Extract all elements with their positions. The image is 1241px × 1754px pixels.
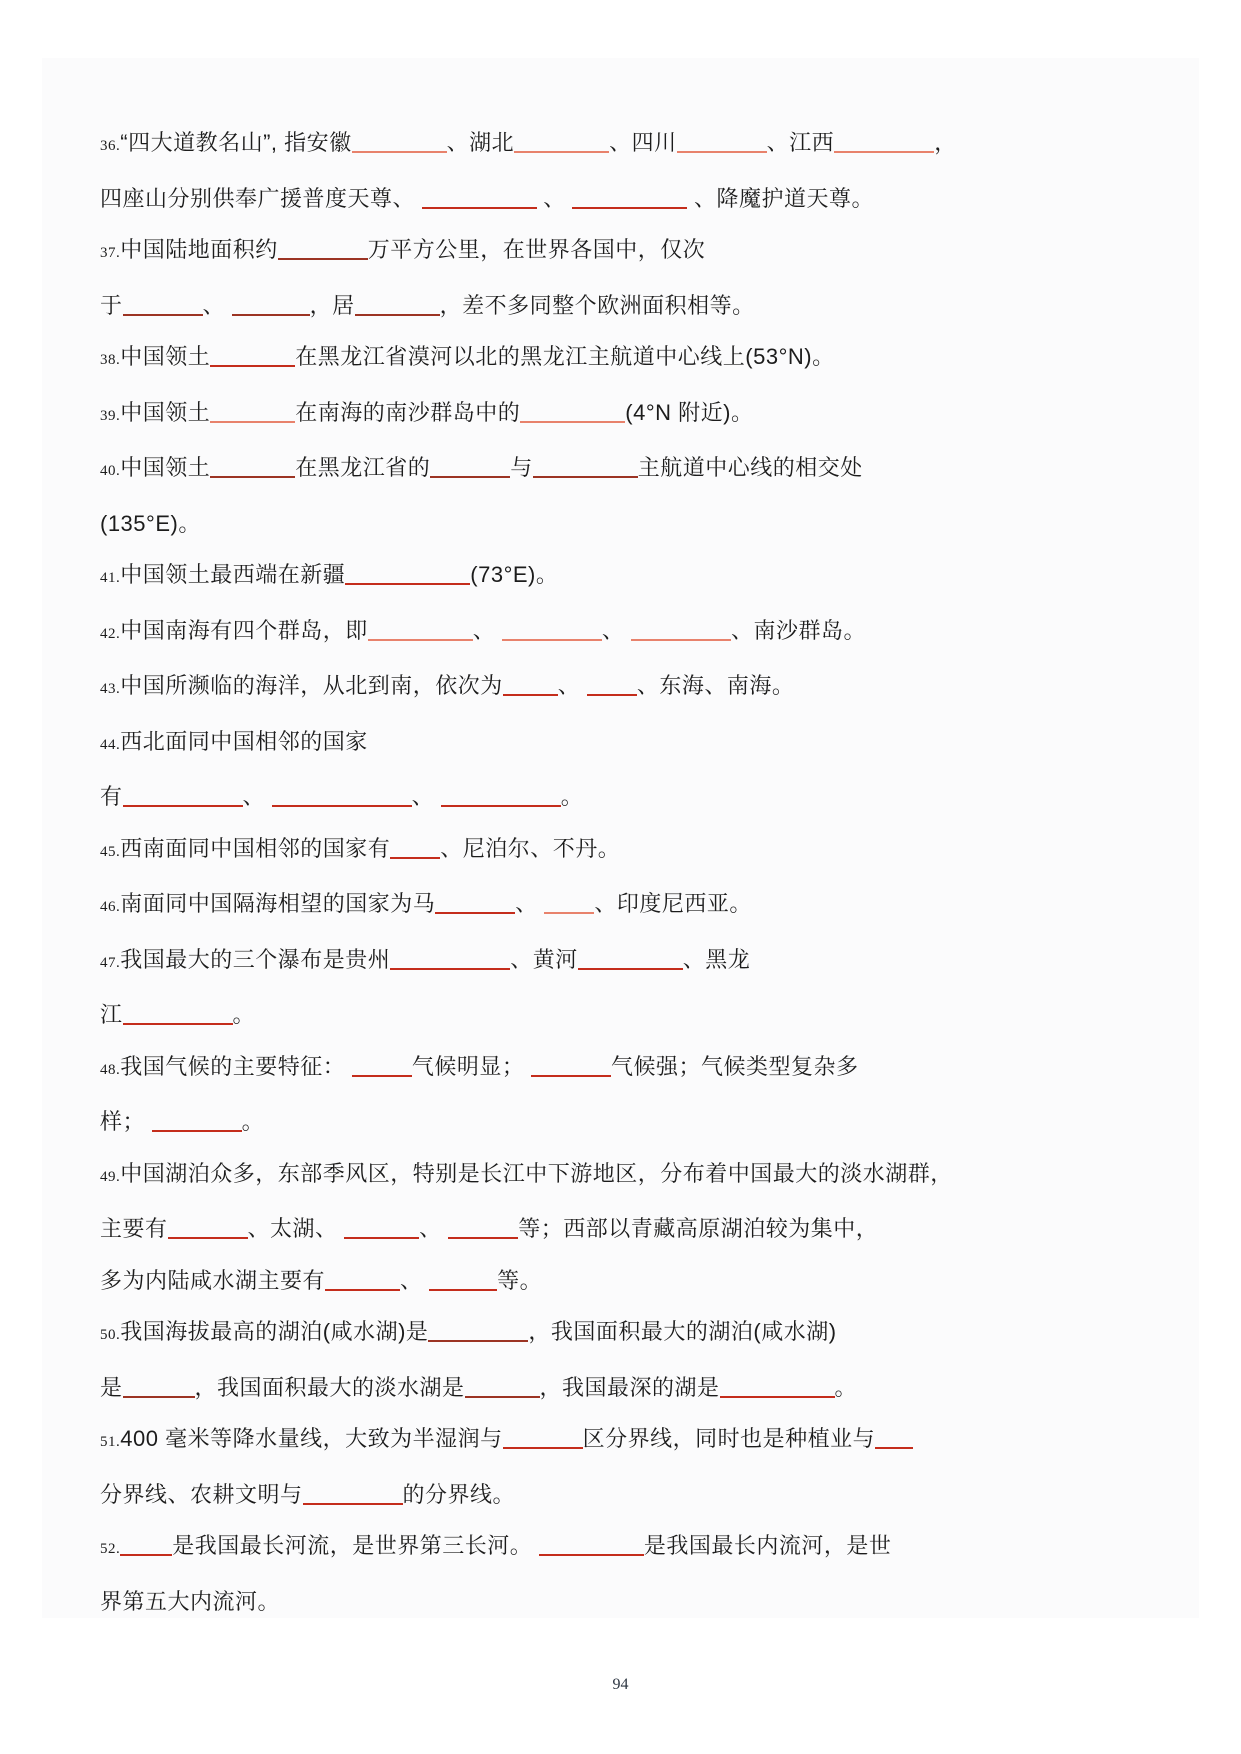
question-number: 45. — [100, 843, 121, 860]
fill-in-blank — [232, 298, 310, 316]
fill-in-blank — [345, 567, 470, 585]
text-run: 在黑龙江省漠河以北的黑龙江主航道中心线上(53°N)。 — [295, 344, 835, 369]
text-run: 、 — [601, 617, 632, 643]
fill-in-blank — [355, 298, 440, 316]
page-number: 94 — [612, 1676, 629, 1693]
text-run: 中国南海有四个群岛，即 — [120, 617, 368, 643]
text-run: 四座山分别供奉广援普度天尊、 — [100, 185, 422, 211]
text-run: 。 — [241, 1109, 265, 1134]
fill-in-blank — [502, 623, 602, 641]
question-line — [100, 1576, 1160, 1628]
question-number: 40. — [100, 463, 121, 479]
question-line — [100, 173, 1160, 225]
text-run: ， — [934, 130, 957, 155]
text-run: 、太湖、 — [247, 1216, 345, 1241]
text-run: 、四川 — [609, 130, 677, 155]
text-run: 、黄河 — [510, 946, 578, 972]
question-number: 41. — [100, 570, 121, 586]
question-number: 50. — [100, 1327, 121, 1343]
fill-in-blank — [344, 1221, 419, 1239]
text-run: 多为内陆咸水湖主要有 — [100, 1267, 326, 1293]
text-run: 、 — [515, 891, 545, 916]
fill-in-blank — [325, 1273, 400, 1291]
question-number: 43. — [100, 681, 121, 697]
fill-in-blank — [533, 460, 638, 478]
question-line — [100, 1203, 1160, 1255]
text-run: 中国领土 — [120, 344, 211, 369]
question-number: 36. — [100, 138, 121, 154]
text-run: 气候明显； — [411, 1053, 531, 1079]
fill-in-blank — [578, 952, 683, 970]
fill-in-blank — [834, 135, 934, 153]
fill-in-blank — [390, 952, 510, 970]
text-run: 中国领土 — [120, 455, 211, 480]
fill-in-blank — [677, 135, 767, 153]
fill-in-blank — [123, 1380, 195, 1398]
fill-in-blank — [430, 460, 510, 478]
text-run: “四大道教名山”, 指安徽 — [120, 130, 352, 155]
question-line — [100, 1362, 1160, 1414]
fill-in-blank — [572, 191, 687, 209]
fill-in-blank — [210, 349, 295, 367]
text-run: 中国领土 — [120, 399, 211, 425]
question-line — [100, 1096, 1160, 1148]
question-line — [100, 771, 1160, 823]
question-line — [100, 1520, 1160, 1576]
text-run: 、 — [472, 617, 502, 643]
fill-in-blank — [368, 623, 473, 641]
fill-in-blank — [123, 298, 203, 316]
question-line — [100, 878, 1160, 934]
fill-in-blank — [428, 1324, 528, 1342]
fill-in-blank — [435, 896, 515, 914]
fill-in-blank — [539, 1538, 644, 1556]
question-line — [100, 280, 1160, 332]
fill-in-blank — [531, 1059, 611, 1077]
question-line — [100, 498, 1160, 550]
question-number: 49. — [100, 1168, 121, 1185]
fill-in-blank — [168, 1221, 248, 1239]
fill-in-blank — [503, 1431, 583, 1449]
text-run: 中国所濒临的海洋，从北到南，依次为 — [120, 673, 503, 698]
text-run: (4°N 附近)。 — [625, 399, 754, 425]
fill-in-blank — [520, 405, 625, 423]
text-run: 、 — [557, 673, 587, 698]
text-run: 、 — [419, 1216, 449, 1241]
question-number: 48. — [100, 1061, 121, 1078]
question-number: 46. — [100, 899, 121, 915]
text-run: 、黑龙 — [682, 946, 751, 972]
text-run: ，差不多同整个欧洲面积相等。 — [439, 292, 755, 318]
text-run: 、东海、南海。 — [636, 673, 795, 698]
text-run: 分界线、农耕文明与 — [100, 1481, 303, 1507]
fill-in-blank — [352, 1059, 412, 1077]
fill-in-blank — [465, 1380, 540, 1398]
fill-in-blank — [631, 623, 731, 641]
fill-in-blank — [875, 1431, 913, 1449]
text-run: 。 — [560, 784, 584, 809]
question-line — [100, 1469, 1160, 1521]
question-line — [100, 1041, 1160, 1097]
text-run: 我国气候的主要特征： — [120, 1053, 352, 1079]
text-run: 、 — [411, 784, 441, 809]
question-line — [100, 224, 1160, 280]
question-number: 51. — [100, 1434, 121, 1450]
text-run: ，居 — [309, 292, 355, 318]
question-line — [100, 387, 1160, 443]
fill-in-blank — [429, 1273, 497, 1291]
fill-in-blank — [210, 460, 295, 478]
text-run: 我国最大的三个瀑布是贵州 — [120, 946, 391, 972]
question-line — [100, 549, 1160, 605]
fill-in-blank — [352, 135, 447, 153]
fill-in-blank — [278, 242, 368, 260]
question-number: 37. — [100, 245, 121, 261]
fill-in-blank — [210, 405, 295, 423]
text-run: 的分界线。 — [402, 1481, 516, 1507]
fill-in-blank — [123, 1007, 233, 1025]
fill-in-blank — [503, 678, 558, 696]
text-run: 我国海拔最高的湖泊(咸水湖)是 — [120, 1319, 429, 1344]
question-line — [100, 442, 1160, 498]
question-number: 52. — [100, 1541, 121, 1557]
fill-in-blank — [448, 1221, 518, 1239]
text-run: 。 — [834, 1374, 858, 1400]
question-line — [100, 1306, 1160, 1362]
question-line — [100, 823, 1160, 879]
text-run: 南面同中国隔海相望的国家为马 — [120, 891, 436, 916]
text-run: 与 — [510, 455, 533, 480]
question-number: 39. — [100, 407, 121, 424]
text-run: 、南沙群岛。 — [731, 617, 867, 643]
text-run: 、湖北 — [446, 130, 515, 155]
text-run: 主要有 — [100, 1216, 168, 1241]
text-run: ，我国面积最大的淡水湖是 — [194, 1374, 465, 1400]
text-run: 、江西 — [766, 130, 835, 155]
question-number: 38. — [100, 352, 121, 368]
text-run: (135°E)。 — [100, 510, 201, 536]
text-run: 中国湖泊众多，东部季风区，特别是长江中下游地区，分布着中国最大的淡水湖群， — [120, 1160, 953, 1186]
text-run: 中国领土最西端在新疆 — [120, 562, 346, 587]
text-run: 样； — [100, 1109, 152, 1134]
text-run: 中国陆地面积约 — [120, 237, 278, 262]
text-run: 、印度尼西亚。 — [594, 891, 752, 916]
text-run: 等；西部以青藏高原湖泊较为集中， — [518, 1216, 879, 1241]
fill-in-blank — [441, 789, 561, 807]
question-line — [100, 331, 1160, 387]
text-run: 江 — [100, 1002, 123, 1027]
question-number: 42. — [100, 625, 121, 642]
fill-in-blank — [123, 789, 243, 807]
question-line — [100, 660, 1160, 716]
fill-in-blank — [422, 191, 537, 209]
fill-in-blank — [514, 135, 609, 153]
text-run: 西北面同中国相邻的国家 — [120, 728, 368, 754]
question-line — [100, 1255, 1160, 1307]
question-line — [100, 1148, 1160, 1204]
text-run: 、降魔护道天尊。 — [687, 185, 874, 211]
text-run: 是我国最长河流，是世界第三长河。 — [172, 1533, 539, 1558]
text-run: 于 — [100, 292, 123, 318]
question-line — [100, 716, 1160, 772]
text-run: 、 — [400, 1267, 430, 1293]
text-run: 是 — [100, 1374, 123, 1400]
text-run: 。 — [232, 1002, 256, 1027]
question-line — [100, 117, 1160, 173]
text-run: 、 — [202, 292, 232, 318]
text-run: 有 — [100, 784, 123, 809]
text-run: (73°E)。 — [470, 562, 559, 587]
text-run: 等。 — [497, 1267, 543, 1293]
fill-in-blank — [152, 1114, 242, 1132]
text-run: 、 — [242, 784, 272, 809]
text-run: 西南面同中国相邻的国家有 — [120, 835, 391, 861]
question-line — [100, 1413, 1160, 1469]
text-run: 主航道中心线的相交处 — [637, 455, 863, 480]
question-line — [100, 989, 1160, 1041]
fill-in-blank — [390, 841, 440, 859]
text-run: 界第五大内流河。 — [100, 1588, 281, 1614]
text-run: 在黑龙江省的 — [295, 455, 431, 480]
question-line — [100, 934, 1160, 990]
fill-in-blank — [587, 678, 637, 696]
fill-in-blank — [303, 1487, 403, 1505]
fill-in-blank — [272, 789, 412, 807]
text-run: 区分界线，同时也是种植业与 — [582, 1426, 876, 1451]
text-run: 400 毫米等降水量线，大致为半湿润与 — [120, 1426, 503, 1451]
fill-in-blank — [544, 896, 594, 914]
questions — [100, 117, 1160, 1627]
fill-in-blank — [120, 1538, 172, 1556]
question-number: 47. — [100, 954, 121, 971]
question-line — [100, 605, 1160, 661]
text-run: 万平方公里，在世界各国中，仅次 — [367, 237, 706, 262]
text-run: 在南海的南沙群岛中的 — [295, 399, 521, 425]
text-run: 、尼泊尔、不丹。 — [440, 835, 621, 861]
text-run: ，我国面积最大的湖泊(咸水湖) — [528, 1319, 837, 1344]
text-run: 气候强；气候类型复杂多 — [611, 1053, 859, 1079]
text-run: 、 — [536, 185, 573, 211]
fill-in-blank — [720, 1380, 835, 1398]
text-run: ，我国最深的湖是 — [539, 1374, 720, 1400]
text-run: 是我国最长内流河，是世 — [643, 1533, 892, 1558]
question-number: 44. — [100, 736, 121, 753]
